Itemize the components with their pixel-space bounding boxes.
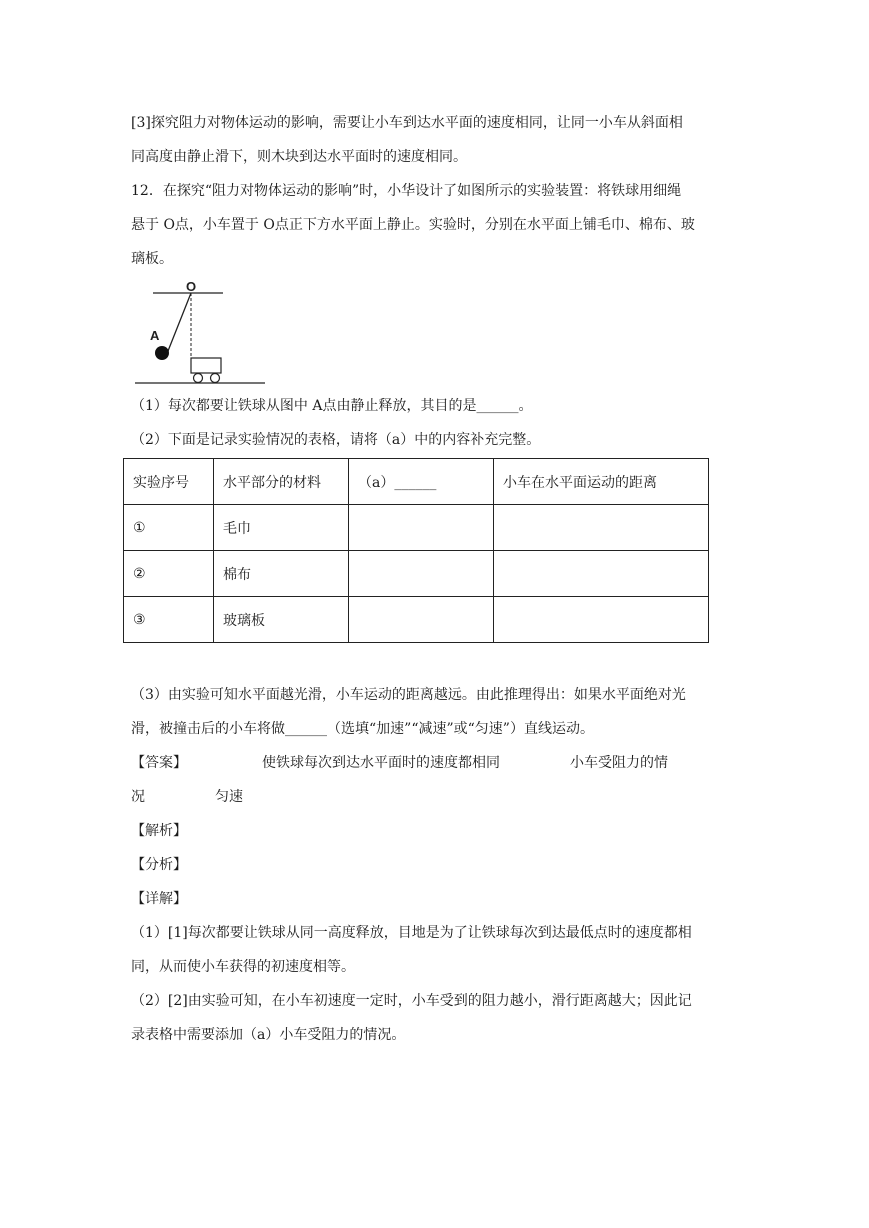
table-header-row <box>124 459 709 505</box>
table-row <box>124 597 709 643</box>
sub-question-3: 滑，被撞击后的小车将做______（选填“加速”“减速”或“匀速”）直线运动。 <box>131 721 594 737</box>
analysis-label: 【分析】 <box>131 857 187 873</box>
table-cell: 棉布 <box>214 551 349 597</box>
header-cell: 小车在水平面运动的距离 <box>494 459 709 505</box>
answer-3: 匀速 <box>215 789 243 805</box>
table-row <box>124 551 709 597</box>
string-line <box>168 293 191 351</box>
header-cell: 水平部分的材料 <box>214 459 349 505</box>
table-cell <box>494 505 709 551</box>
paragraph-line: [3]探究阻力对物体运动的影响，需要让小车到达水平面的速度相同，让同一小车从斜面相 <box>131 115 683 131</box>
table-cell <box>349 505 494 551</box>
sub-question-1: （1）每次都要让铁球从图中 A点由静止释放，其目的是______。 <box>131 398 533 414</box>
table-cell <box>349 551 494 597</box>
detail-line: 同，从而使小车获得的初速度相等。 <box>131 959 355 975</box>
answer-1: 使铁球每次到达水平面时的速度都相同 <box>262 755 500 771</box>
table-cell: 毛巾 <box>214 505 349 551</box>
question-12-line: 璃板。 <box>131 251 173 267</box>
sub-question-3: （3）由实验可知水平面越光滑，小车运动的距离越远。由此推理得出：如果水平面绝对光 <box>131 687 686 703</box>
table-cell <box>494 551 709 597</box>
label-o: O <box>186 279 197 294</box>
table-cell: ① <box>124 505 214 551</box>
table-cell <box>349 597 494 643</box>
detail-line: 录表格中需要添加（a）小车受阻力的情况。 <box>131 1027 406 1043</box>
table-cell: ② <box>124 551 214 597</box>
header-cell: （a）______ <box>349 459 494 505</box>
answer-2-cont: 况 <box>131 789 145 805</box>
table-row <box>124 505 709 551</box>
answer-2: 小车受阻力的情 <box>570 755 668 771</box>
table-cell: ③ <box>124 597 214 643</box>
cart-wheel <box>211 374 220 383</box>
question-12-line: 12．在探究“阻力对物体运动的影响”时，小华设计了如图所示的实验装置：将铁球用细绳 <box>131 183 682 199</box>
sub-question-2: （2）下面是记录实验情况的表格，请将（a）中的内容补充完整。 <box>131 432 541 448</box>
experiment-table <box>123 458 709 643</box>
pendulum-diagram <box>131 278 271 390</box>
table-cell: 玻璃板 <box>214 597 349 643</box>
label-a: A <box>150 328 160 343</box>
answer-line <box>131 753 668 773</box>
paragraph-line: 同高度由静止滑下，则木块到达水平面时的速度相同。 <box>131 149 467 165</box>
header-cell: 实验序号 <box>124 459 214 505</box>
cart-body <box>191 358 221 373</box>
analysis-label: 【解析】 <box>131 823 187 839</box>
question-12-line: 悬于 O点，小车置于 O点正下方水平面上静止。实验时，分别在水平面上铺毛巾、棉布、玻 <box>131 217 695 233</box>
answer-line <box>131 787 243 807</box>
iron-ball <box>155 346 169 360</box>
answer-label: 【答案】 <box>131 755 187 771</box>
detail-line: （2）[2]由实验可知，在小车初速度一定时，小车受到的阻力越小，滑行距离越大；因此记 <box>131 993 692 1009</box>
detail-label: 【详解】 <box>131 891 187 907</box>
cart-wheel <box>194 374 203 383</box>
detail-line: （1）[1]每次都要让铁球从同一高度释放，目地是为了让铁球每次到达最低点时的速度都相 <box>131 925 692 941</box>
table-cell <box>494 597 709 643</box>
